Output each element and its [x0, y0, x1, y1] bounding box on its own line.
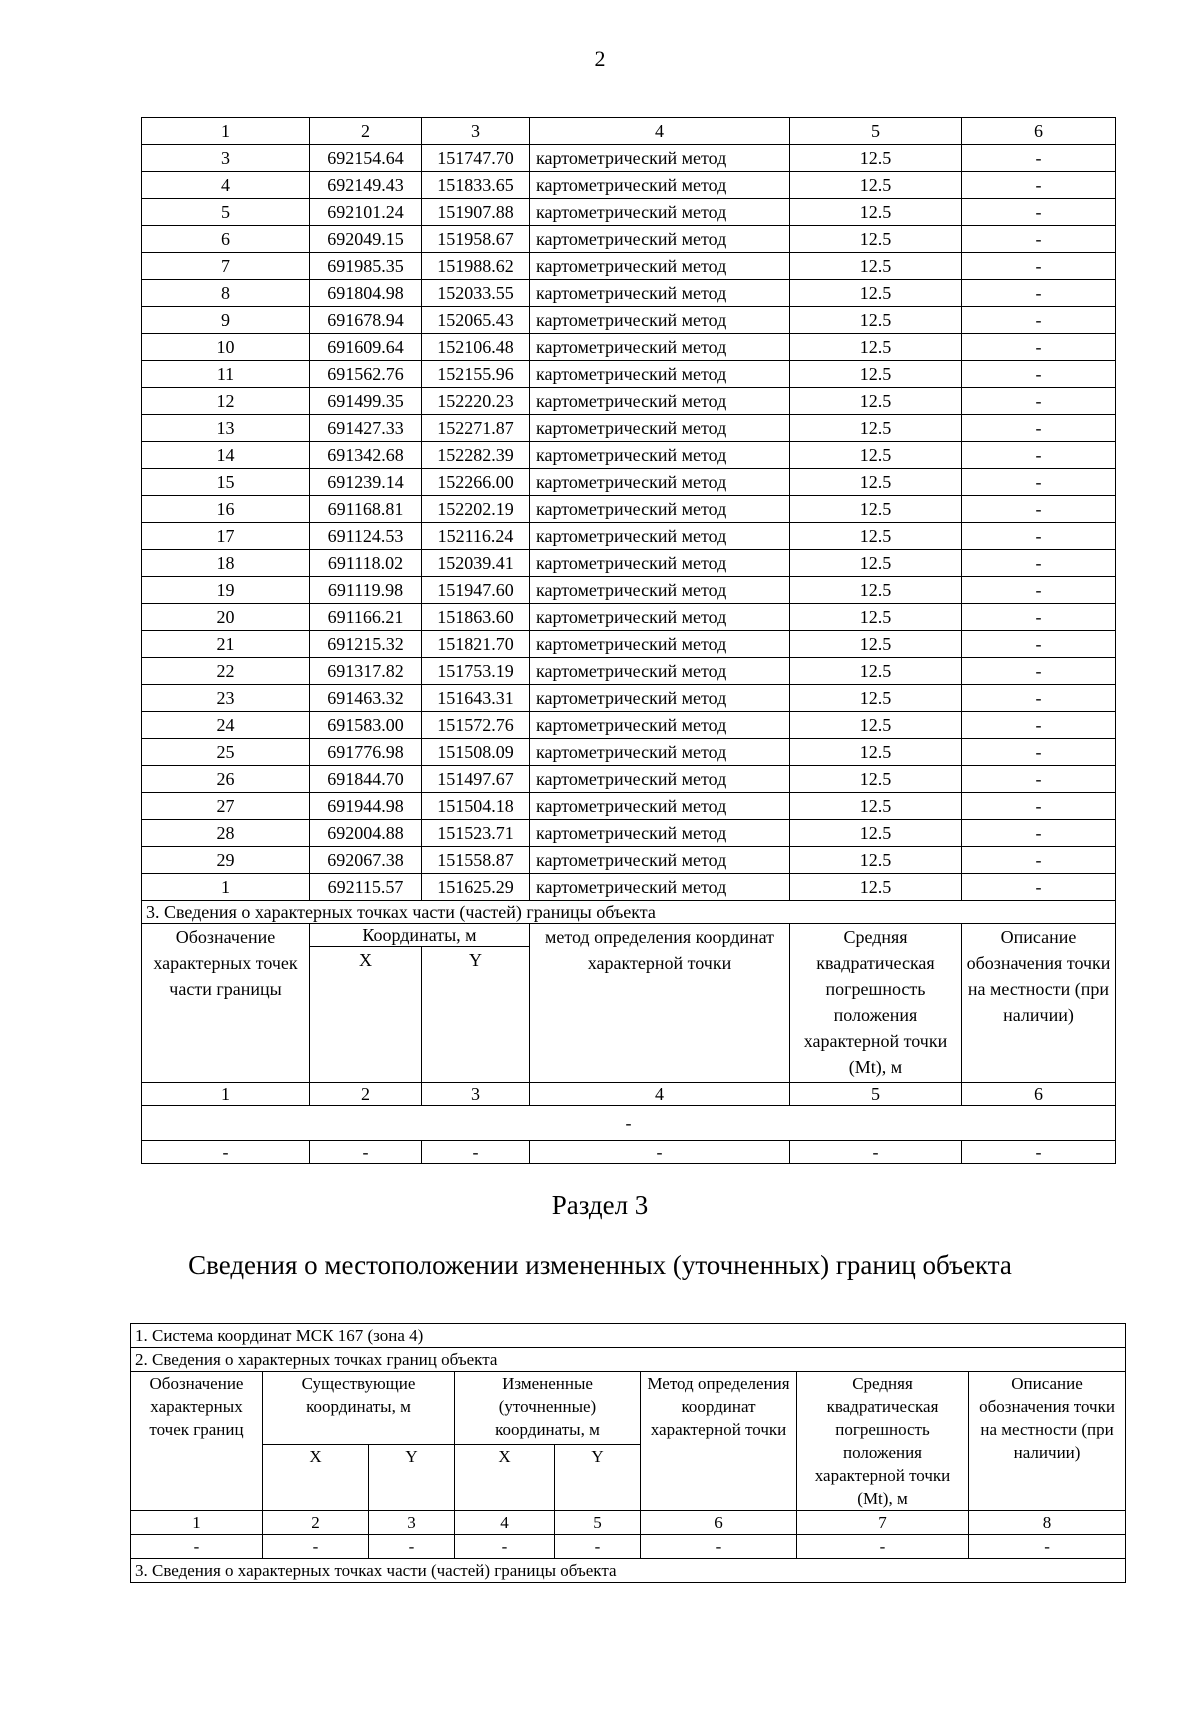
cell-desc: -	[962, 604, 1116, 631]
cell-x: 691499.35	[310, 388, 422, 415]
cell-method: картометрический метод	[530, 550, 790, 577]
table-row	[142, 739, 1116, 766]
cell-mt: 12.5	[790, 793, 962, 820]
cell-mt: 12.5	[790, 658, 962, 685]
cell-mt: 12.5	[790, 847, 962, 874]
cell-mt: 12.5	[790, 226, 962, 253]
cell-n: 28	[142, 820, 310, 847]
cell-method: картометрический метод	[530, 253, 790, 280]
cell-desc: -	[962, 739, 1116, 766]
cell-y: 151504.18	[422, 793, 530, 820]
cell-n: 20	[142, 604, 310, 631]
cell-n: 7	[142, 253, 310, 280]
cell-y: 152271.87	[422, 415, 530, 442]
cell-mt: 12.5	[790, 577, 962, 604]
t2-x-header: X	[263, 1445, 369, 1511]
table-row	[142, 577, 1116, 604]
cell-n: 24	[142, 712, 310, 739]
t2-method-header: Метод определения координат характерной точки	[641, 1372, 797, 1511]
cell-x: 692149.43	[310, 172, 422, 199]
coords-header: Координаты, м	[310, 924, 530, 947]
cell-y: 151508.09	[422, 739, 530, 766]
cell-y: 151833.65	[422, 172, 530, 199]
cell-desc: -	[962, 388, 1116, 415]
cell-n: 25	[142, 739, 310, 766]
cell-x: 691609.64	[310, 334, 422, 361]
cell-method: картометрический метод	[530, 685, 790, 712]
cell-n: 26	[142, 766, 310, 793]
cell-mt: 12.5	[790, 820, 962, 847]
cell-x: 691342.68	[310, 442, 422, 469]
cell-x: 691776.98	[310, 739, 422, 766]
cell-mt: 12.5	[790, 307, 962, 334]
section-heading: Раздел 3	[551, 1190, 649, 1220]
column-number-row: 1 2 3 4 5 6	[142, 118, 1116, 145]
coord-system: 1. Система координат МСК 167 (зона 4)	[131, 1324, 1126, 1348]
section2-title: 2. Сведения о характерных точках границ объекта	[131, 1348, 1126, 1372]
table-row	[142, 199, 1116, 226]
table-row	[142, 361, 1116, 388]
cell-desc: -	[962, 442, 1116, 469]
cell-desc: -	[962, 145, 1116, 172]
cell-y: 152220.23	[422, 388, 530, 415]
section3-title: 3. Сведения о характерных точках части (частей) границы объекта	[142, 901, 1116, 924]
cell-n: 10	[142, 334, 310, 361]
cell-method: картометрический метод	[530, 388, 790, 415]
table-row	[142, 874, 1116, 901]
t2-y2-header: Y	[555, 1445, 641, 1511]
cell-method: картометрический метод	[530, 766, 790, 793]
cell-mt: 12.5	[790, 334, 962, 361]
changed-boundaries-table	[130, 1323, 1126, 1583]
cell-desc: -	[962, 199, 1116, 226]
cell-x: 691985.35	[310, 253, 422, 280]
t2-mt-header: Средняя квадратическая погрешность положения характерной точки (Mt), м	[797, 1372, 969, 1511]
cell-method: картометрический метод	[530, 280, 790, 307]
cell-method: картометрический метод	[530, 577, 790, 604]
cell-n: 14	[142, 442, 310, 469]
cell-desc: -	[962, 469, 1116, 496]
cell-method: картометрический метод	[530, 442, 790, 469]
t2-column-number-row: 1 2 3 4 5 6 7 8	[131, 1511, 1126, 1535]
table-row	[142, 253, 1116, 280]
cell-n: 16	[142, 496, 310, 523]
cell-y: 152202.19	[422, 496, 530, 523]
cell-method: картометрический метод	[530, 739, 790, 766]
cell-mt: 12.5	[790, 874, 962, 901]
cell-y: 152282.39	[422, 442, 530, 469]
cell-n: 11	[142, 361, 310, 388]
cell-method: картометрический метод	[530, 334, 790, 361]
cell-mt: 12.5	[790, 280, 962, 307]
cell-mt: 12.5	[790, 685, 962, 712]
cell-mt: 12.5	[790, 361, 962, 388]
cell-n: 22	[142, 658, 310, 685]
cell-method: картометрический метод	[530, 820, 790, 847]
cell-y: 152065.43	[422, 307, 530, 334]
cell-y: 151572.76	[422, 712, 530, 739]
y-header: Y	[422, 947, 530, 1083]
table-row	[142, 685, 1116, 712]
cell-desc: -	[962, 415, 1116, 442]
table-row	[142, 280, 1116, 307]
t2-empty-row: - - - - - - - -	[131, 1535, 1126, 1559]
cell-mt: 12.5	[790, 442, 962, 469]
cell-y: 151907.88	[422, 199, 530, 226]
cell-desc: -	[962, 523, 1116, 550]
cell-method: картометрический метод	[530, 793, 790, 820]
table-row	[142, 226, 1116, 253]
cell-method: картометрический метод	[530, 307, 790, 334]
empty-merged-row: -	[142, 1106, 1116, 1141]
cell-y: 152033.55	[422, 280, 530, 307]
cell-y: 151863.60	[422, 604, 530, 631]
table-row	[142, 847, 1116, 874]
cell-mt: 12.5	[790, 739, 962, 766]
cell-n: 4	[142, 172, 310, 199]
cell-method: картометрический метод	[530, 172, 790, 199]
cell-n: 13	[142, 415, 310, 442]
table-row	[142, 469, 1116, 496]
cell-desc: -	[962, 307, 1116, 334]
cell-x: 692049.15	[310, 226, 422, 253]
cell-desc: -	[962, 820, 1116, 847]
page-number: 2	[594, 46, 606, 71]
cell-method: картометрический метод	[530, 604, 790, 631]
table-row	[142, 523, 1116, 550]
x-header: X	[310, 947, 422, 1083]
cell-x: 691583.00	[310, 712, 422, 739]
cell-y: 152039.41	[422, 550, 530, 577]
cell-mt: 12.5	[790, 523, 962, 550]
cell-y: 151958.67	[422, 226, 530, 253]
cell-desc: -	[962, 226, 1116, 253]
cell-n: 17	[142, 523, 310, 550]
table-row	[142, 766, 1116, 793]
cell-desc: -	[962, 577, 1116, 604]
cell-desc: -	[962, 496, 1116, 523]
cell-x: 691427.33	[310, 415, 422, 442]
cell-n: 27	[142, 793, 310, 820]
boundary-points-table	[141, 117, 1116, 1164]
cell-y: 151747.70	[422, 145, 530, 172]
cell-mt: 12.5	[790, 496, 962, 523]
table-row	[142, 172, 1116, 199]
cell-method: картометрический метод	[530, 658, 790, 685]
cell-method: картометрический метод	[530, 712, 790, 739]
cell-mt: 12.5	[790, 388, 962, 415]
cell-method: картометрический метод	[530, 361, 790, 388]
table-row	[142, 820, 1116, 847]
cell-n: 12	[142, 388, 310, 415]
cell-y: 151947.60	[422, 577, 530, 604]
table-row	[142, 793, 1116, 820]
cell-y: 151988.62	[422, 253, 530, 280]
existing-coords-header: Существующие координаты, м	[263, 1372, 455, 1445]
cell-desc: -	[962, 685, 1116, 712]
cell-desc: -	[962, 172, 1116, 199]
table-row	[142, 550, 1116, 577]
cell-desc: -	[962, 280, 1116, 307]
cell-x: 692115.57	[310, 874, 422, 901]
cell-x: 691124.53	[310, 523, 422, 550]
cell-mt: 12.5	[790, 469, 962, 496]
cell-y: 151625.29	[422, 874, 530, 901]
cell-n: 18	[142, 550, 310, 577]
cell-n: 21	[142, 631, 310, 658]
cell-desc: -	[962, 766, 1116, 793]
table-row	[142, 658, 1116, 685]
cell-x: 691166.21	[310, 604, 422, 631]
desc-header: Описание обозначения точки на местности (при наличии)	[962, 924, 1116, 1083]
cell-n: 19	[142, 577, 310, 604]
cell-desc: -	[962, 874, 1116, 901]
cell-n: 15	[142, 469, 310, 496]
empty-row: - - - - - -	[142, 1141, 1116, 1164]
cell-method: картометрический метод	[530, 523, 790, 550]
cell-x: 691804.98	[310, 280, 422, 307]
cell-n: 1	[142, 874, 310, 901]
cell-x: 691678.94	[310, 307, 422, 334]
cell-x: 691119.98	[310, 577, 422, 604]
cell-x: 691215.32	[310, 631, 422, 658]
cell-y: 152106.48	[422, 334, 530, 361]
cell-x: 691168.81	[310, 496, 422, 523]
t2-desc-header: Описание обозначения точки на местности (при наличии)	[969, 1372, 1126, 1511]
cell-mt: 12.5	[790, 415, 962, 442]
cell-y: 151643.31	[422, 685, 530, 712]
cell-y: 151523.71	[422, 820, 530, 847]
table-row	[142, 307, 1116, 334]
t2-x2-header: X	[455, 1445, 555, 1511]
cell-y: 151558.87	[422, 847, 530, 874]
changed-coords-header: Измененные (уточненные) координаты, м	[455, 1372, 641, 1445]
cell-y: 151753.19	[422, 658, 530, 685]
cell-desc: -	[962, 550, 1116, 577]
cell-desc: -	[962, 361, 1116, 388]
method-header: метод определения координат характерной точки	[530, 924, 790, 1083]
cell-desc: -	[962, 712, 1116, 739]
table-row	[142, 631, 1116, 658]
cell-desc: -	[962, 253, 1116, 280]
table-row	[142, 388, 1116, 415]
table-row	[142, 712, 1116, 739]
cell-method: картометрический метод	[530, 145, 790, 172]
cell-x: 691317.82	[310, 658, 422, 685]
cell-n: 29	[142, 847, 310, 874]
cell-desc: -	[962, 334, 1116, 361]
t2-section3-title: 3. Сведения о характерных точках части (частей) границы объекта	[131, 1559, 1126, 1583]
cell-n: 5	[142, 199, 310, 226]
cell-desc: -	[962, 793, 1116, 820]
cell-y: 151497.67	[422, 766, 530, 793]
table-row	[142, 604, 1116, 631]
section-subtitle: Сведения о местоположении измененных (уточненных) границ объекта	[188, 1250, 1012, 1280]
cell-mt: 12.5	[790, 199, 962, 226]
table-row	[142, 415, 1116, 442]
cell-n: 8	[142, 280, 310, 307]
cell-n: 3	[142, 145, 310, 172]
table-row	[142, 334, 1116, 361]
cell-method: картометрический метод	[530, 631, 790, 658]
cell-mt: 12.5	[790, 604, 962, 631]
cell-x: 691463.32	[310, 685, 422, 712]
table-row	[142, 442, 1116, 469]
cell-method: картометрический метод	[530, 496, 790, 523]
cell-y: 152155.96	[422, 361, 530, 388]
cell-y: 151821.70	[422, 631, 530, 658]
cell-x: 691562.76	[310, 361, 422, 388]
table-row	[142, 145, 1116, 172]
cell-mt: 12.5	[790, 145, 962, 172]
designation-header: Обозначение характерных точек части границы	[142, 924, 310, 1083]
cell-desc: -	[962, 658, 1116, 685]
cell-method: картометрический метод	[530, 469, 790, 496]
cell-mt: 12.5	[790, 766, 962, 793]
t2-designation-header: Обозначение характерных точек границ	[131, 1372, 263, 1511]
cell-mt: 12.5	[790, 712, 962, 739]
cell-desc: -	[962, 847, 1116, 874]
t2-y-header: Y	[369, 1445, 455, 1511]
cell-mt: 12.5	[790, 172, 962, 199]
column-number-row-b: 1 2 3 4 5 6	[142, 1083, 1116, 1106]
table-row	[142, 496, 1116, 523]
cell-x: 692154.64	[310, 145, 422, 172]
cell-n: 9	[142, 307, 310, 334]
cell-y: 152116.24	[422, 523, 530, 550]
cell-y: 152266.00	[422, 469, 530, 496]
mt-header: Средняя квадратическая погрешность положения характерной точки (Mt), м	[790, 924, 962, 1083]
cell-n: 23	[142, 685, 310, 712]
cell-desc: -	[962, 631, 1116, 658]
cell-mt: 12.5	[790, 631, 962, 658]
cell-n: 6	[142, 226, 310, 253]
cell-method: картометрический метод	[530, 226, 790, 253]
cell-x: 691239.14	[310, 469, 422, 496]
cell-method: картометрический метод	[530, 199, 790, 226]
cell-method: картометрический метод	[530, 415, 790, 442]
cell-x: 692067.38	[310, 847, 422, 874]
cell-method: картометрический метод	[530, 874, 790, 901]
cell-x: 692101.24	[310, 199, 422, 226]
cell-x: 691118.02	[310, 550, 422, 577]
cell-x: 692004.88	[310, 820, 422, 847]
cell-x: 691844.70	[310, 766, 422, 793]
cell-method: картометрический метод	[530, 847, 790, 874]
cell-mt: 12.5	[790, 550, 962, 577]
cell-x: 691944.98	[310, 793, 422, 820]
cell-mt: 12.5	[790, 253, 962, 280]
